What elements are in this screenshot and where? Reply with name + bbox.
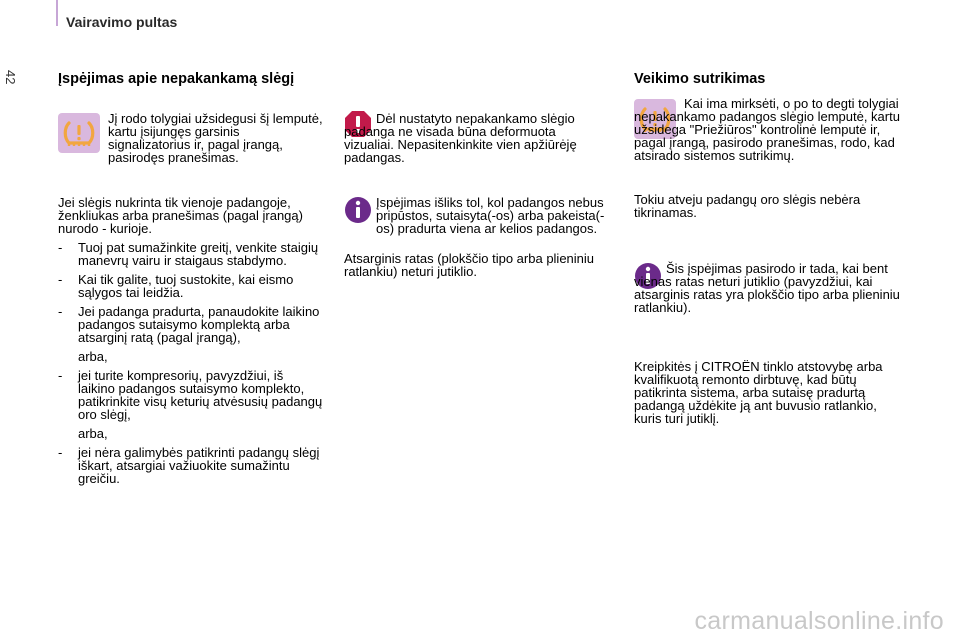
info-icon bbox=[344, 196, 372, 224]
list-item-text: jei nėra galimybės patikrinti padangų slėgį iškart, atsargiai važiuokite sumažintu greičiu. bbox=[78, 445, 320, 486]
instruction-list-2 bbox=[58, 369, 323, 421]
list-item bbox=[58, 369, 323, 421]
list-dash: - bbox=[58, 445, 63, 460]
tire-pressure-icon-box bbox=[58, 113, 100, 153]
or-separator: arba, bbox=[78, 426, 108, 441]
instruction-list-3 bbox=[58, 446, 323, 485]
malfunction-icon-description: Kai ima mirksėti, o po to degti tolygiai nepakankamo padangos slėgio lemputė, kartu užsidega "Priežiūros" kontrolinė lemputė ir, pagal įrangą, pasirodo pranešimas, rodo, kad atsirado sistemos sutrikimų. bbox=[634, 96, 900, 163]
section-heading-malfunction: Veikimo sutrikimas bbox=[634, 71, 766, 87]
column-3-heading bbox=[634, 72, 904, 93]
list-item-text: Tuoj pat sumažinkite greitį, venkite staigių manevrų vairu ir staigaus stabdymo. bbox=[78, 240, 319, 268]
or-separator: arba, bbox=[78, 349, 108, 364]
warning-note-text: Dėl nustatyto nepakankamo slėgio padanga ne visada būna deformuota vizualiai. Nepasitenkinkite vien apžiūrėję padangas. bbox=[344, 111, 577, 165]
list-item bbox=[58, 446, 323, 485]
sensor-missing-note: Šis įspėjimas pasirodo ir tada, kai bent vienas ratas neturi jutiklio (pavyzdžiui, kai atsarginis ratas yra plokščio tipo arba plieniniu ratlankiu). bbox=[634, 261, 900, 315]
list-item-text: Jei padanga pradurta, panaudokite laikino padangos sutaisymo komplektą arba atsarginį ratą (pagal įrangą), bbox=[78, 304, 320, 345]
list-item-text: Kai tik galite, tuoj sustokite, kai eismo sąlygos tai leidžia. bbox=[78, 272, 294, 300]
header-accent-bar bbox=[56, 0, 58, 26]
list-dash: - bbox=[58, 272, 63, 287]
column-1-heading bbox=[58, 72, 323, 93]
list-dash: - bbox=[58, 240, 63, 255]
contact-dealer-paragraph: Kreipkitės į CITROËN tinklo atstovybę arba kvalifikuotą remonto dirbtuvę, kad būtų patikrinta sistema, arba sutaisę pradurtą padangą uždėkite ją ant buvusio ratlankio, kuris turi jutiklį. bbox=[634, 359, 883, 426]
info-icon-box bbox=[344, 196, 372, 224]
column-1-body bbox=[58, 196, 323, 491]
page-number: 42 bbox=[3, 70, 18, 85]
instruction-list bbox=[58, 241, 323, 344]
info-note-text: Įspėjimas išliks tol, kol padangos nebus pripūstos, sutaisyta(-os) arba pakeista(-os) pradurta viena ar kelios padangos. bbox=[376, 195, 605, 236]
watermark: carmanualsonline.info bbox=[694, 607, 944, 635]
list-dash: - bbox=[58, 304, 63, 319]
page-header-title: Vairavimo pultas bbox=[66, 14, 178, 30]
list-item bbox=[58, 273, 323, 299]
pressure-not-monitored-paragraph: Tokiu atveju padangų oro slėgis nebėra tikrinamas. bbox=[634, 192, 861, 220]
list-item-text: jei turite kompresorių, pavyzdžiui, iš laikino padangos sutaisymo komplekto, patikrinkite visų keturių atvėsusių padangų oro slėgį, bbox=[78, 368, 323, 422]
spare-wheel-paragraph: Atsarginis ratas (plokščio tipo arba plieniniu ratlankiu) neturi jutiklio. bbox=[344, 251, 595, 279]
list-item bbox=[58, 241, 323, 267]
list-item bbox=[58, 305, 323, 344]
low-pressure-icon-description: Jį rodo tolygiai užsidegusi šį lemputė, kartu įsijungęs garsinis signalizatorius ir, pagal įrangą, pasirodęs pranešimas. bbox=[108, 111, 323, 165]
list-dash: - bbox=[58, 368, 63, 383]
section-heading-low-pressure: Įspėjimas apie nepakankamą slėgį bbox=[58, 71, 295, 87]
single-tire-paragraph: Jei slėgis nukrinta tik vienoje padangoje, ženkliukas arba pranešimas (pagal įrangą) nurodo - kurioje. bbox=[58, 195, 303, 236]
tire-pressure-icon bbox=[62, 118, 96, 148]
